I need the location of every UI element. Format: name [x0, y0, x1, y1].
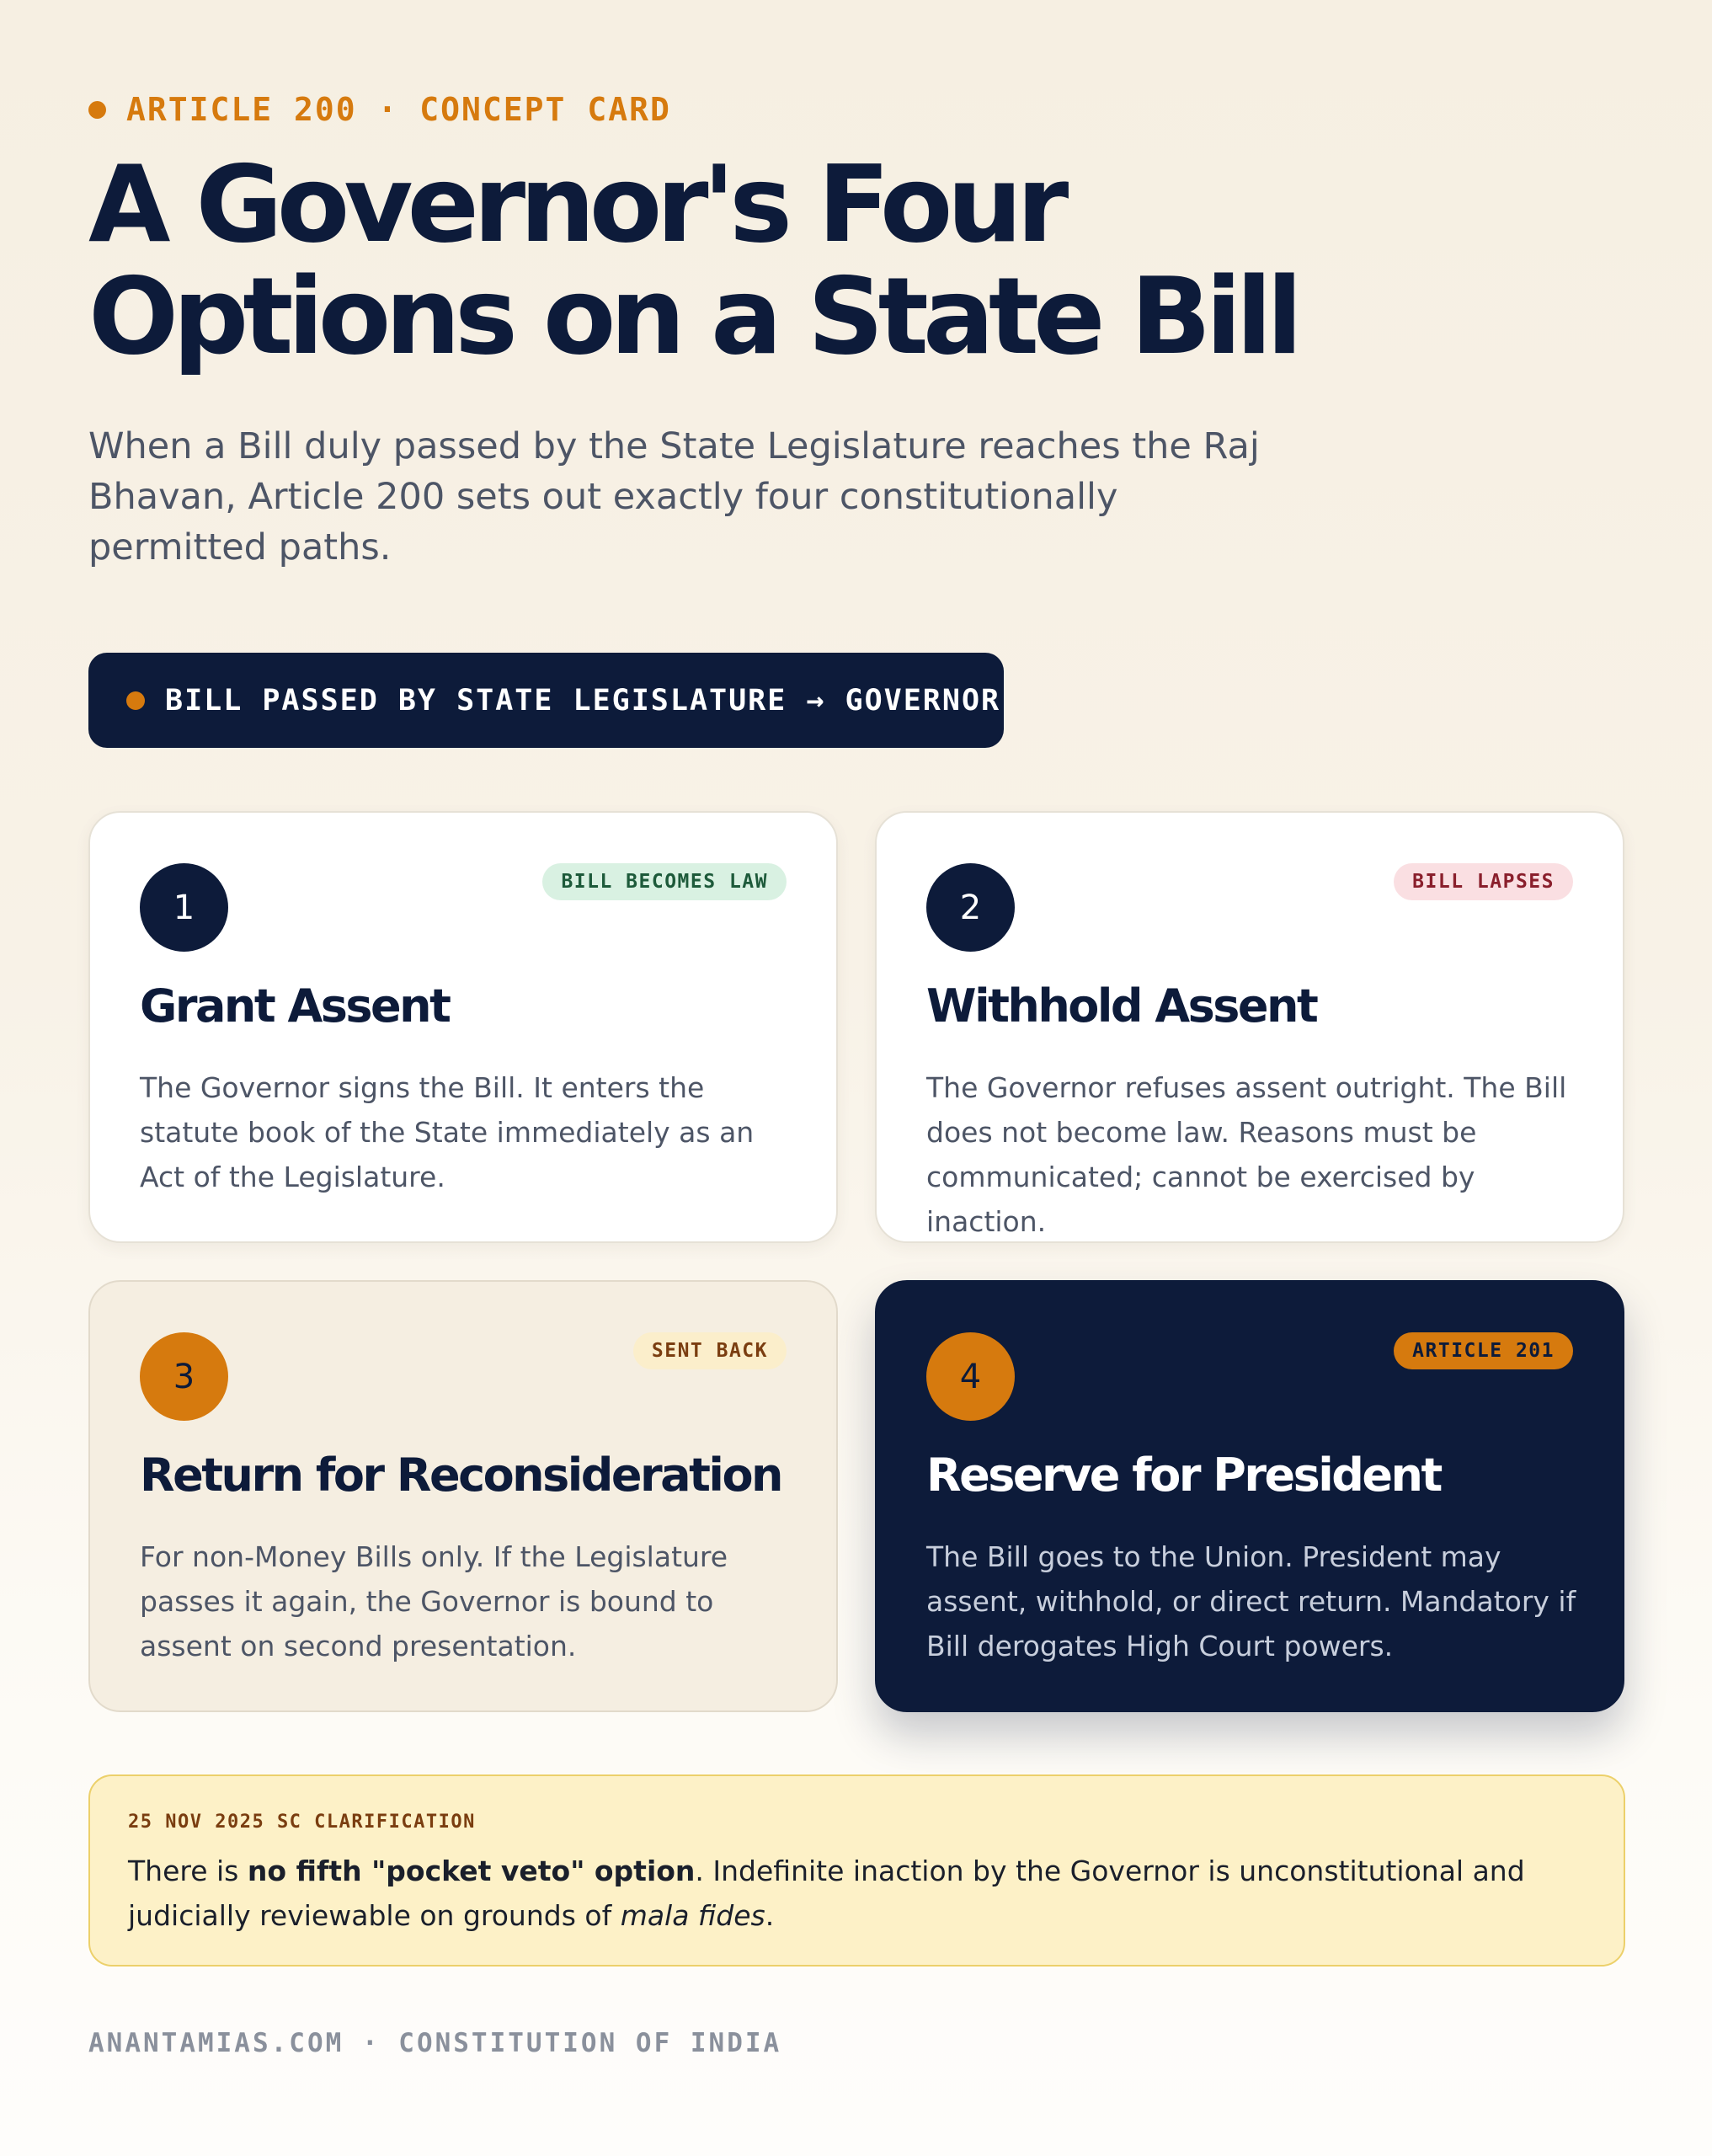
option-description: For non-Money Bills only. If the Legislature passes it again, the Governor is bound to assent on second presentation.: [140, 1540, 728, 1662]
kicker-label: ARTICLE 200 · CONCEPT CARD: [126, 91, 671, 128]
sc-clarification-note: [88, 1774, 1625, 1967]
option-card-reserve-for-president: [875, 1280, 1624, 1712]
title-line-1: A Governor's Four: [88, 142, 1064, 266]
title-line-2: Options on a State Bill: [88, 254, 1298, 378]
note-text-end: .: [765, 1899, 775, 1932]
option-number-badge: 3: [140, 1332, 228, 1421]
option-title: Return for Reconsideration: [140, 1449, 781, 1502]
status-badge: BILL LAPSES: [1394, 863, 1573, 900]
status-badge: SENT BACK: [633, 1332, 787, 1369]
option-card-withhold-assent: [875, 811, 1624, 1243]
option-card-return-for-reconsideration: [88, 1280, 838, 1712]
flow-label: BILL PASSED BY STATE LEGISLATURE → GOVERNOR: [165, 683, 1001, 718]
footer-credit: ANANTAMIAS.COM · CONSTITUTION OF INDIA: [88, 2028, 782, 2058]
flow-dot-icon: [126, 691, 145, 710]
note-text-italic: mala fides: [620, 1899, 765, 1932]
flow-pill: [88, 653, 1004, 748]
kicker: [88, 91, 671, 128]
option-description: The Governor signs the Bill. It enters the statute book of the State immediately as an Act of the Legislature.: [140, 1071, 755, 1193]
option-number-badge: 1: [140, 863, 228, 952]
kicker-dot-icon: [88, 101, 106, 119]
note-text-bold: no fifth "pocket veto" option: [247, 1854, 696, 1887]
concept-card-page: [88, 0, 1625, 2156]
note-text-middle: . Indefinite inaction by the Governor is unconstitutional and judicially reviewable on grounds of: [128, 1854, 1525, 1932]
option-card-grant-assent: [88, 811, 838, 1243]
option-title: Reserve for President: [926, 1449, 1441, 1502]
option-number-badge: 2: [926, 863, 1015, 952]
option-title: Withhold Assent: [926, 979, 1317, 1033]
option-number-badge: 4: [926, 1332, 1015, 1421]
note-text-before: There is: [128, 1854, 248, 1887]
lede-text: When a Bill duly passed by the State Legislature reaches the Raj Bhavan, Article 200 sets out exactly four constitutionally permitted paths.: [88, 425, 1260, 568]
note-text: [128, 1849, 1593, 1938]
option-title: Grant Assent: [140, 979, 450, 1033]
page-title: [88, 142, 1352, 378]
option-description: The Bill goes to the Union. President may assent, withhold, or direct return. Mandatory if Bill derogates High Court powers.: [926, 1540, 1576, 1662]
option-description: The Governor refuses assent outright. The Bill does not become law. Reasons must be communicated; cannot be exercised by inaction.: [926, 1071, 1567, 1238]
note-label: 25 NOV 2025 SC CLARIFICATION: [128, 1812, 476, 1833]
status-badge: BILL BECOMES LAW: [542, 863, 787, 900]
status-badge: ARTICLE 201: [1394, 1332, 1573, 1369]
